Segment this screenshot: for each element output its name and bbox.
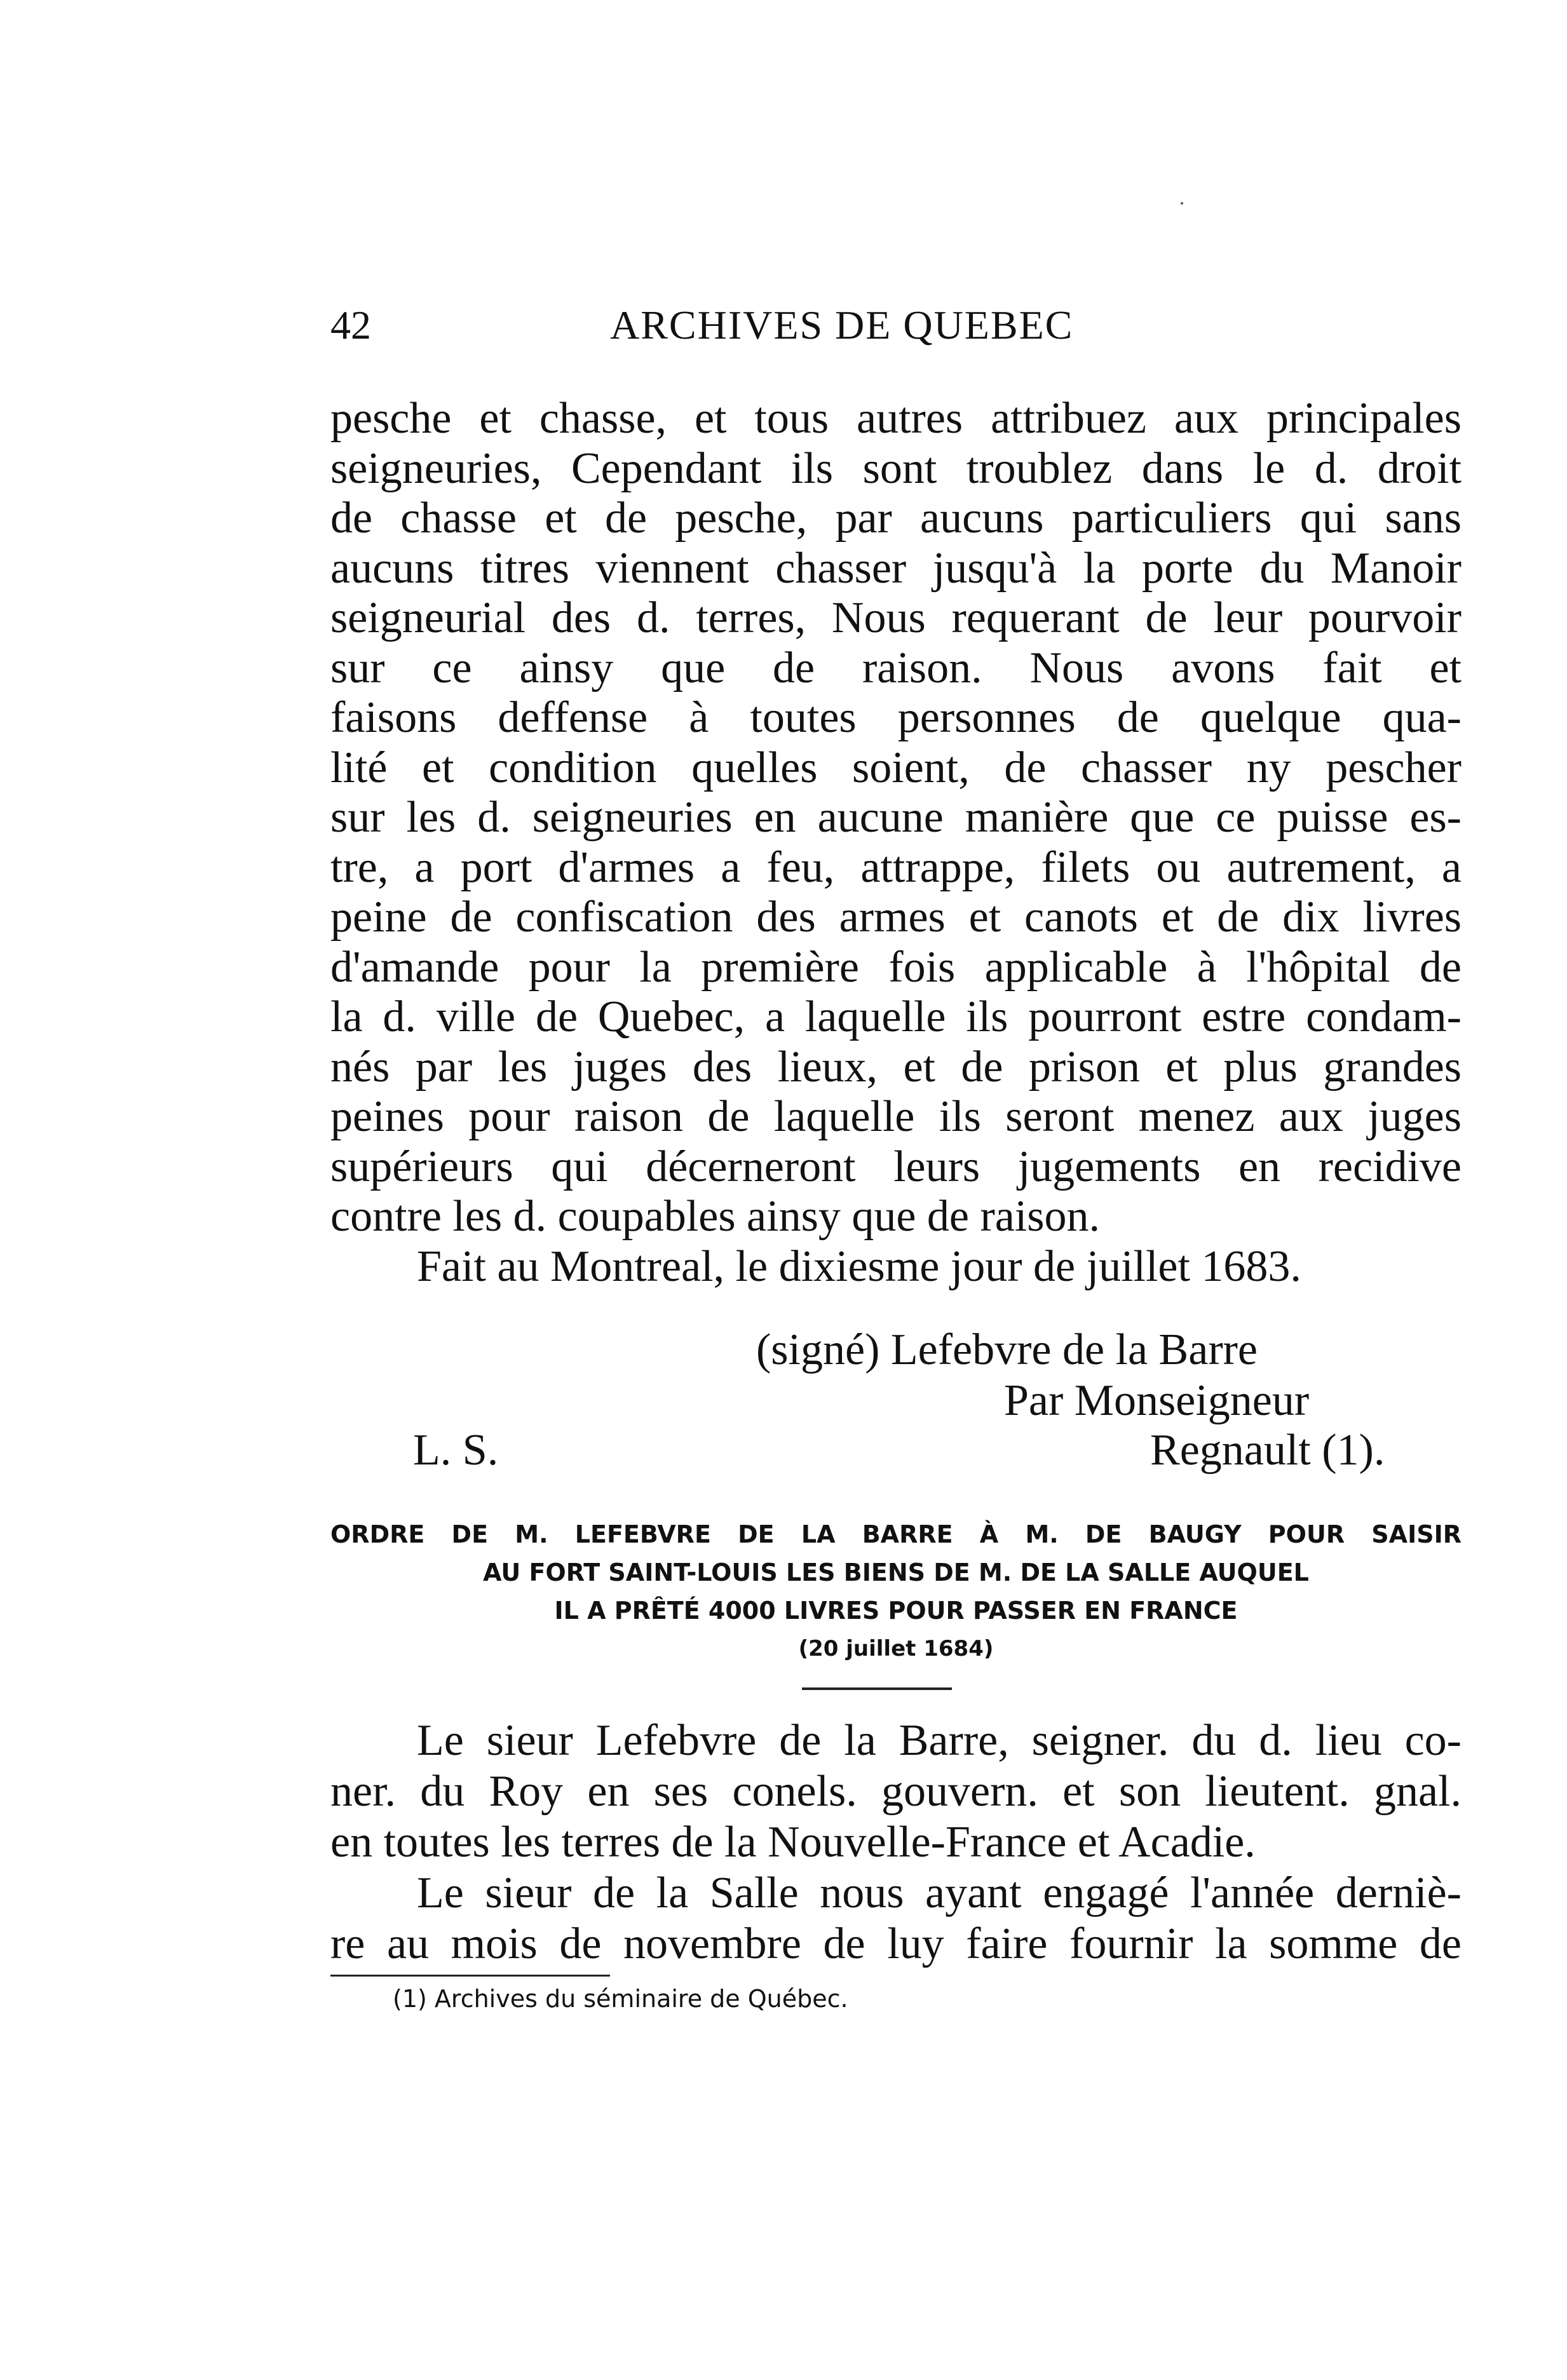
heading-date: (20 juillet 1684) xyxy=(798,1636,994,1661)
footnote: (1) Archives du séminaire de Québec. xyxy=(393,1985,848,2013)
signature-signed: (signé) Lefebvre de la Barre xyxy=(756,1325,1258,1374)
text-line: peines pour raison de laquelle ils seront menez aux juges xyxy=(330,1092,1462,1141)
text-line: nés par les juges des lieux, et de prison et plus grandes xyxy=(330,1042,1462,1092)
text-line: faisons deffense à toutes personnes de quelque qua- xyxy=(330,693,1462,742)
text-line: de chasse et de pesche, par aucuns particuliers qui sans xyxy=(330,494,1462,543)
text-line: la d. ville de Quebec, a laquelle ils pourront estre condam- xyxy=(330,992,1462,1041)
footnote-rule xyxy=(330,1975,610,1977)
seal-mark: L. S. xyxy=(413,1426,499,1475)
paper-speck xyxy=(1181,202,1183,205)
text-line: ner. du Roy en ses conels. gouvern. et son lieutent. gnal. xyxy=(330,1767,1462,1816)
body-text-bottom xyxy=(330,1715,1462,1970)
text-line: tre, a port d'armes a feu, attrappe, filets ou autrement, a xyxy=(330,842,1462,892)
text-line: peine de confiscation des armes et canots et de dix livres xyxy=(330,893,1462,942)
signature-par: Par Monseigneur xyxy=(1004,1376,1310,1425)
signature-regnault: Regnault (1). xyxy=(1150,1426,1385,1475)
text-line: Le sieur Lefebvre de la Barre, seigner. du d. lieu co- xyxy=(417,1716,1462,1765)
body-text-top xyxy=(330,394,1462,1292)
text-line: pesche et chasse, et tous autres attribuez aux principales xyxy=(330,394,1462,443)
text-line: sur ce ainsy que de raison. Nous avons fait et xyxy=(330,643,1462,693)
heading-line: AU FORT SAINT-LOUIS LES BIENS DE M. DE LA SALLE AUQUEL xyxy=(483,1558,1309,1586)
text-line: en toutes les terres de la Nouvelle-France et Acadie. xyxy=(330,1818,1256,1867)
text-line: sur les d. seigneuries en aucune manière que ce puisse es- xyxy=(330,793,1462,842)
signature-block xyxy=(330,1325,1423,1490)
heading-line: ORDRE DE M. LEFEBVRE DE LA BARRE À M. DE BAUGY POUR SAISIR xyxy=(330,1520,1462,1548)
running-title: ARCHIVES DE QUEBEC xyxy=(610,302,1074,348)
page-number: 42 xyxy=(330,302,371,348)
section-divider xyxy=(802,1687,952,1690)
text-line: aucuns titres viennent chasser jusqu'à la porte du Manoir xyxy=(330,543,1462,593)
text-line: seigneurial des d. terres, Nous requerant de leur pourvoir xyxy=(330,593,1462,642)
text-line: d'amande pour la première fois applicable à l'hôpital de xyxy=(330,942,1462,992)
heading-line: IL A PRÊTÉ 4000 LIVRES POUR PASSER EN FRANCE xyxy=(554,1597,1238,1625)
text-line: Le sieur de la Salle nous ayant engagé l'année derniè- xyxy=(417,1869,1462,1917)
text-line: seigneuries, Cependant ils sont troublez dans le d. droit xyxy=(330,443,1462,493)
text-line: contre les d. coupables ainsy que de raison. xyxy=(330,1192,1101,1241)
text-line: supérieurs qui décerneront leurs jugements en recidive xyxy=(330,1142,1462,1191)
running-header xyxy=(330,302,1169,359)
text-line: lité et condition quelles soient, de chasser ny pescher xyxy=(330,743,1462,792)
text-line: re au mois de novembre de luy faire fournir la somme de xyxy=(330,1919,1462,1968)
section-heading xyxy=(330,1515,1462,1668)
dated-line: Fait au Montreal, le dixiesme jour de juillet 1683. xyxy=(417,1241,1301,1291)
